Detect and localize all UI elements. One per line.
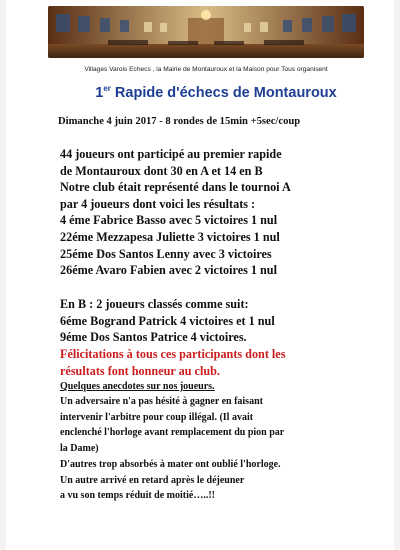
result-line: 26éme Avaro Fabien avec 2 victoires 1 nul bbox=[60, 263, 277, 278]
title-ordinal-suffix: er bbox=[103, 84, 111, 93]
results-paragraph-b bbox=[60, 296, 390, 346]
document-page bbox=[6, 0, 394, 550]
text-line: de Montauroux dont 30 en A et 14 en B bbox=[60, 163, 263, 178]
title-text: Rapide d'échecs de Montauroux bbox=[110, 85, 337, 101]
text-line: D'autres trop absorbés à mater ont oublié l'horloge. bbox=[60, 458, 281, 470]
event-title bbox=[76, 84, 356, 101]
header-banner-image bbox=[48, 6, 364, 58]
hall-illustration bbox=[48, 6, 364, 58]
text-line: Un adversaire n'a pas hésité à gagner en faisant bbox=[60, 396, 263, 407]
result-line: 25éme Dos Santos Lenny avec 3 victoires bbox=[60, 246, 272, 261]
text-line: Un autre arrivé en retard après le déjeuner bbox=[60, 474, 245, 486]
text-line: Notre club était représenté dans le tournoi A bbox=[60, 180, 291, 195]
text-line: a vu son temps réduit de moitié…..!! bbox=[60, 490, 215, 502]
text-line: enclenché l'horloge avant remplacement du pion par bbox=[60, 427, 285, 439]
congratulations-text bbox=[60, 346, 390, 379]
text-line: la Dame) bbox=[60, 443, 99, 455]
result-line: 6éme Bogrand Patrick 4 victoires et 1 nul bbox=[60, 313, 275, 328]
organisers-line: Villages Varois Echecs , la Mairie de Montauroux et la Maison pour Tous organisent bbox=[84, 66, 328, 73]
result-line: 4 éme Fabrice Basso avec 5 victoires 1 nul bbox=[60, 213, 278, 228]
text-line: 44 joueurs ont participé au premier rapide bbox=[60, 147, 282, 161]
text-line: par 4 joueurs dont voici les résultats : bbox=[60, 196, 256, 211]
text-line: résultats font honneur au club. bbox=[60, 363, 220, 378]
anecdotes-paragraph bbox=[60, 394, 370, 504]
event-date-line: Dimanche 4 juin 2017 - 8 rondes de 15min +5sec/coup bbox=[58, 116, 301, 127]
anecdotes-heading: Quelques anecdotes sur nos joueurs. bbox=[60, 381, 215, 392]
text-line: En B : 2 joueurs classés comme suit: bbox=[60, 297, 249, 311]
text-line: Félicitations à tous ces participants dont les bbox=[60, 347, 286, 361]
title-ordinal: 1 bbox=[95, 85, 104, 101]
text-line: intervenir l'arbitre pour coup illégal. (Il avait bbox=[60, 411, 254, 423]
results-paragraph-a bbox=[60, 146, 390, 279]
result-line: 22éme Mezzapesa Juliette 3 victoires 1 nul bbox=[60, 229, 280, 244]
result-line: 9éme Dos Santos Patrice 4 victoires. bbox=[60, 330, 247, 345]
